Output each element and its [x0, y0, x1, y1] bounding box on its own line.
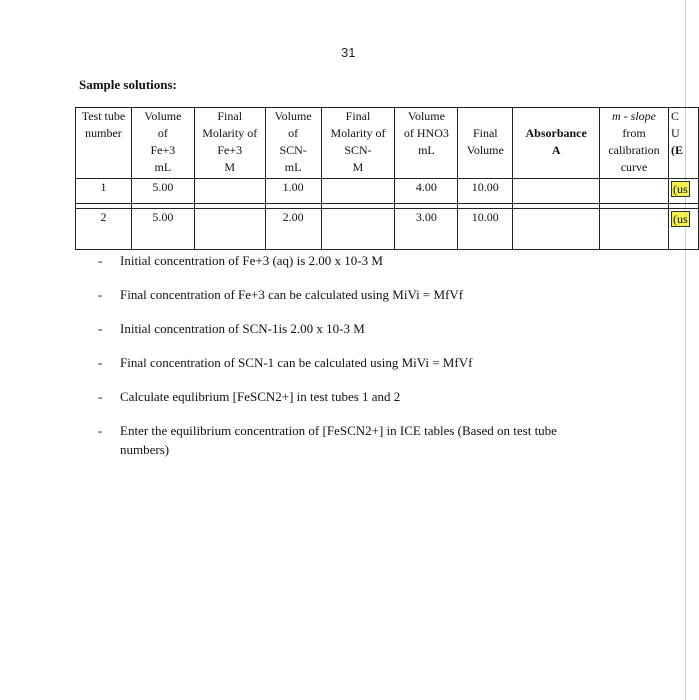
- page-number: 31: [341, 45, 356, 60]
- cell-volume-hno3: 3.00: [395, 209, 458, 250]
- header-slope: m - slope from calibration curve: [600, 108, 669, 179]
- header-volume-fe: Volume of Fe+3 mL: [131, 108, 194, 179]
- cell-tube: 1: [76, 179, 132, 204]
- list-item: - Final concentration of SCN-1 can be calculated using MiVi = MfVf: [95, 353, 595, 372]
- header-final-molarity-scn: Final Molarity of SCN- M: [321, 108, 395, 179]
- list-item: - Enter the equilibrium concentration of [FeSCN2+] in ICE tables (Based on test tube numbers): [95, 421, 595, 459]
- header-final-volume: Final Volume: [458, 108, 513, 179]
- cell-final-volume: 10.00: [458, 209, 513, 250]
- table-row: [76, 209, 699, 250]
- cell-absorbance: [513, 209, 600, 250]
- header-absorbance: Absorbance A: [513, 108, 600, 179]
- cell-volume-fe: 5.00: [131, 179, 194, 204]
- cell-final-molarity-fe: [194, 179, 265, 204]
- header-volume-scn: Volume of SCN- mL: [265, 108, 321, 179]
- section-title: Sample solutions:: [79, 77, 177, 92]
- list-item: - Initial concentration of Fe+3 (aq) is 2.00 x 10-3 M: [95, 251, 595, 270]
- notes-list: [95, 251, 595, 474]
- cell-final-molarity-fe: [194, 209, 265, 250]
- cell-tube: 2: [76, 209, 132, 250]
- cell-final-molarity-scn: [321, 179, 395, 204]
- cell-absorbance: [513, 179, 600, 204]
- cell-truncated: [668, 209, 698, 250]
- cell-slope: [600, 179, 669, 204]
- cell-volume-scn: 1.00: [265, 179, 321, 204]
- header-test-tube: Test tube number: [76, 108, 132, 179]
- highlight-badge: (us: [672, 182, 688, 196]
- header-volume-hno3: Volume of HNO3 mL: [395, 108, 458, 179]
- cell-slope: [600, 209, 669, 250]
- cell-volume-fe: 5.00: [131, 209, 194, 250]
- table-row: [76, 179, 699, 204]
- list-item: - Calculate equlibrium [FeSCN2+] in test tubes 1 and 2: [95, 387, 595, 406]
- header-truncated-column: C U (E: [668, 108, 698, 179]
- list-item: - Final concentration of Fe+3 can be calculated using MiVi = MfVf: [95, 285, 595, 304]
- cell-truncated: [668, 179, 698, 204]
- highlight-badge: (us: [672, 212, 688, 226]
- cell-volume-hno3: 4.00: [395, 179, 458, 204]
- list-item: - Initial concentration of SCN-1is 2.00 x 10-3 M: [95, 319, 595, 338]
- header-final-molarity-fe: Final Molarity of Fe+3 M: [194, 108, 265, 179]
- cell-final-molarity-scn: [321, 209, 395, 250]
- sample-solutions-table: [75, 107, 699, 250]
- cell-volume-scn: 2.00: [265, 209, 321, 250]
- cell-final-volume: 10.00: [458, 179, 513, 204]
- table-header-row: [76, 108, 699, 179]
